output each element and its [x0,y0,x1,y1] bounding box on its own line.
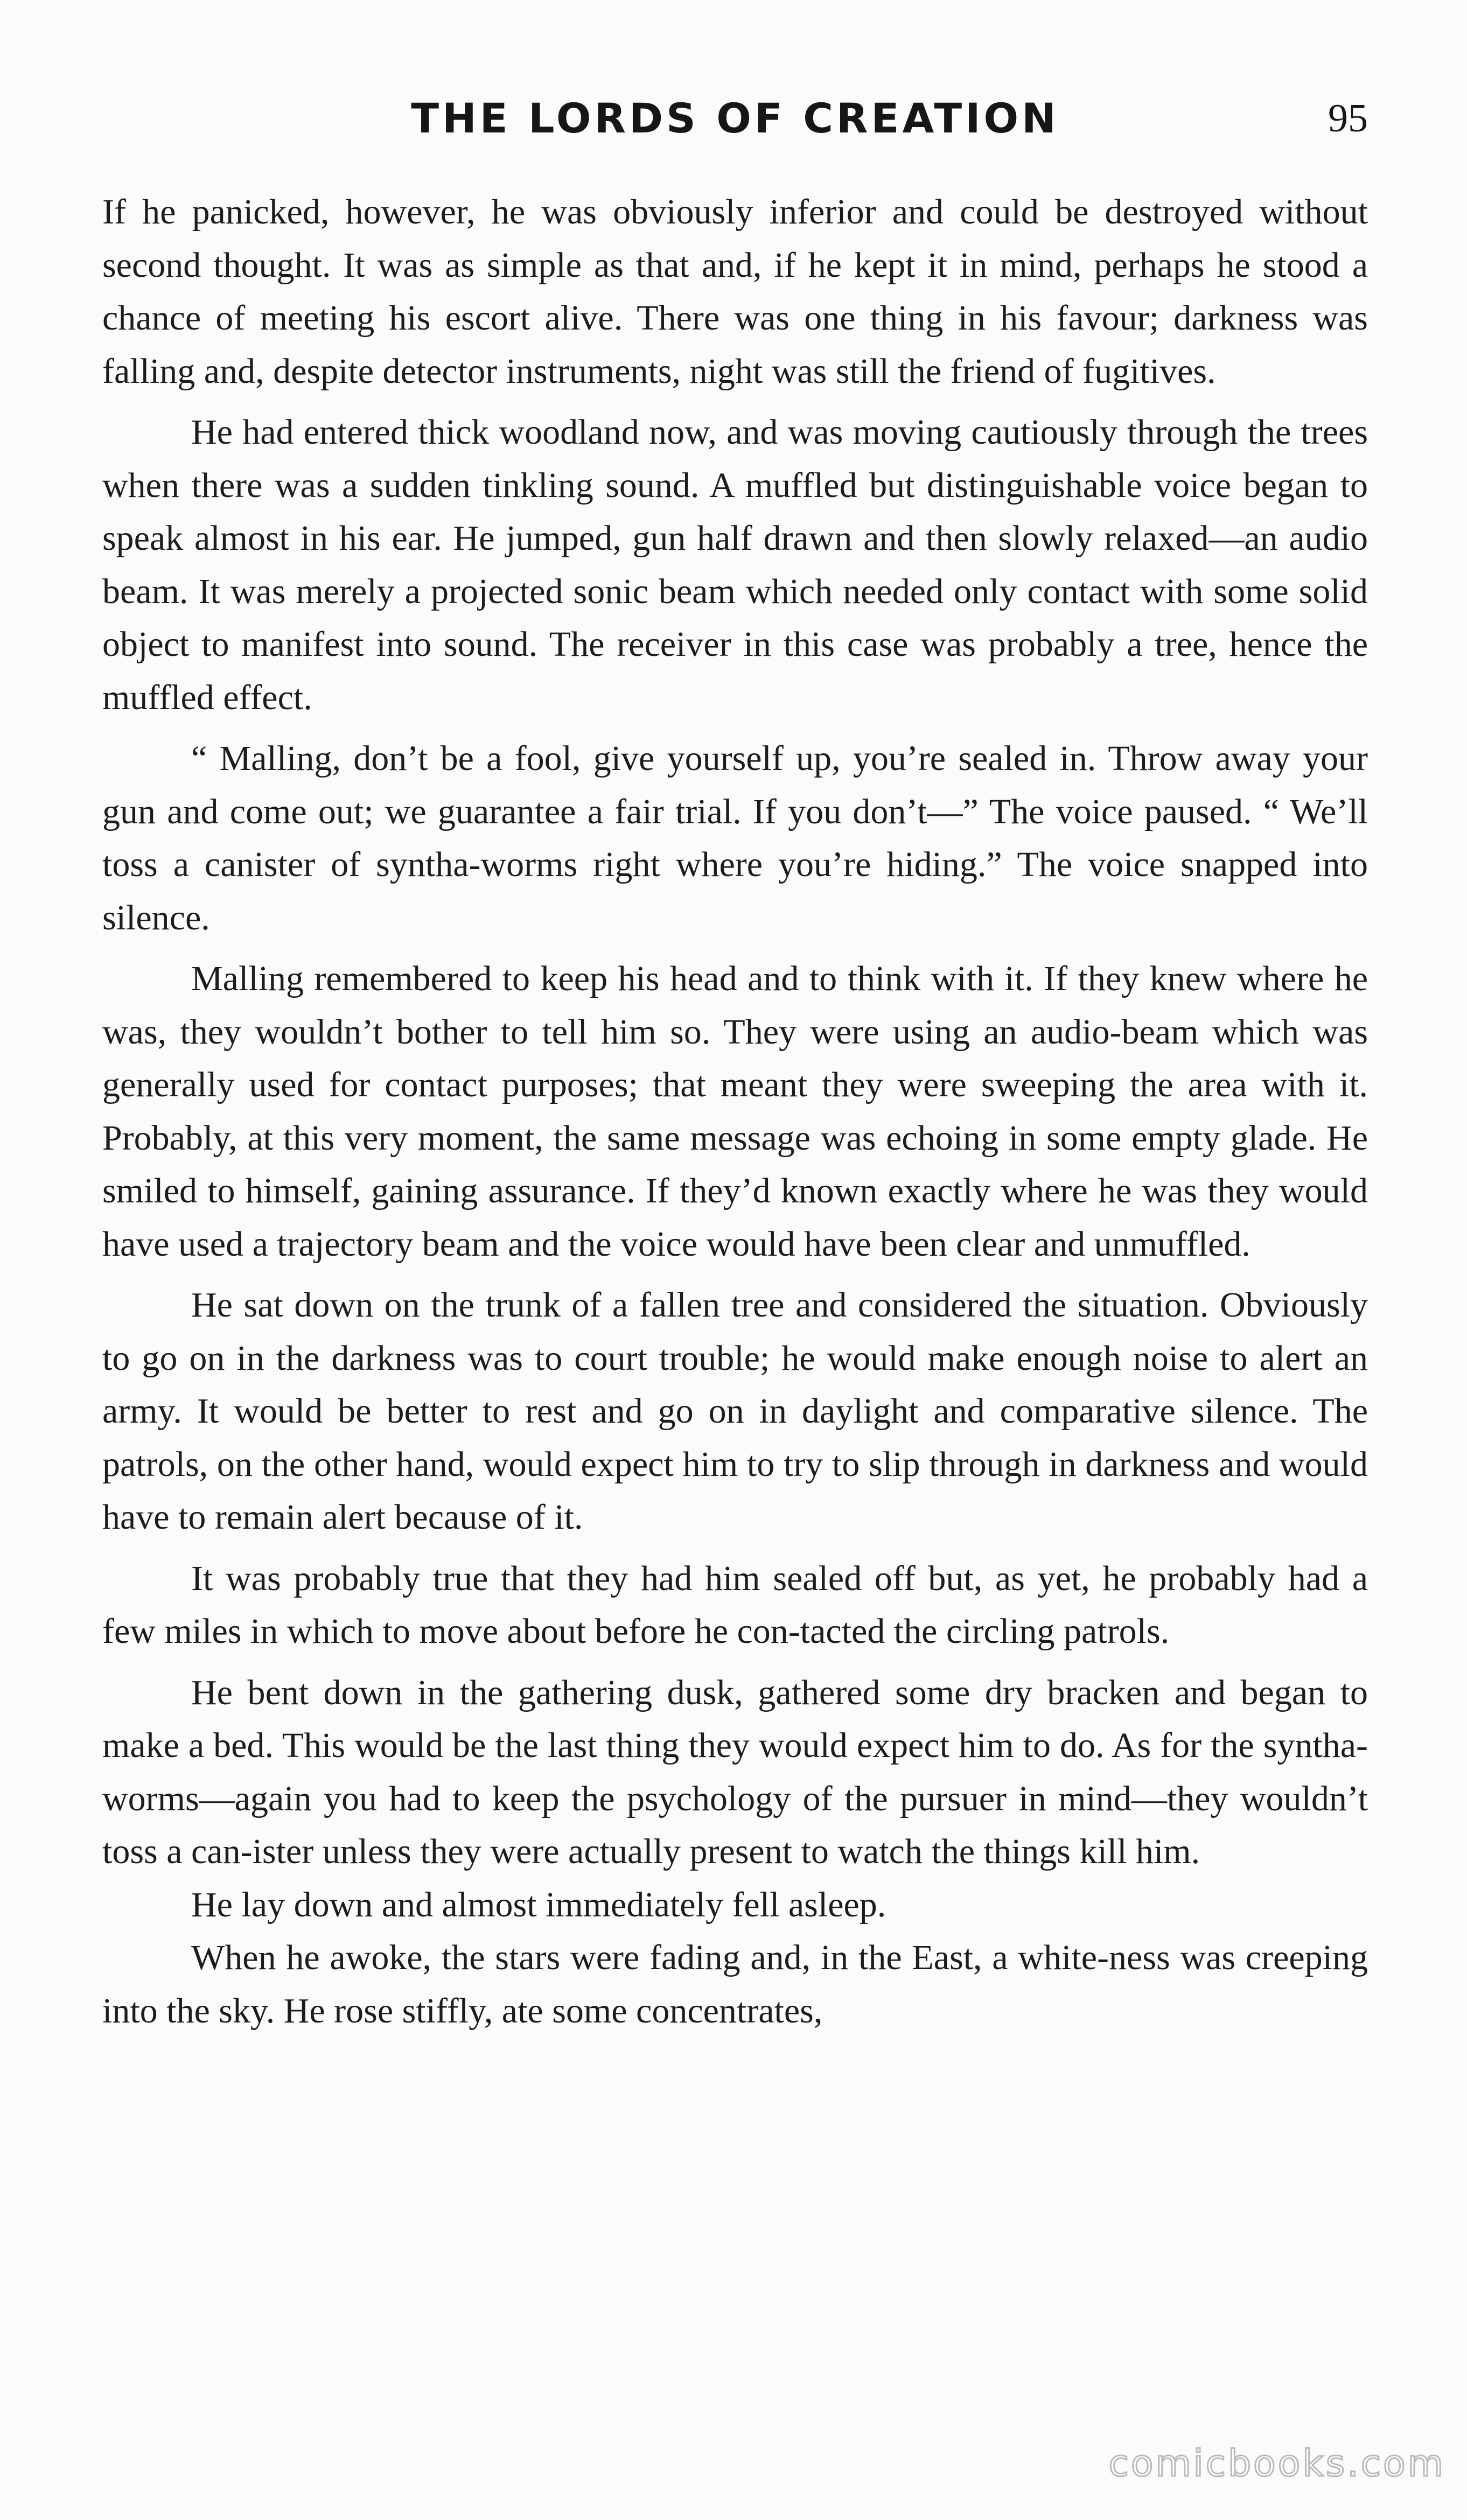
paragraph: He lay down and almost immediately fell asleep. [191,1885,886,1924]
paragraph: When he awoke, the stars were fading and, in the East, a white-ness was creeping into the sky. He rose stiffly, ate some concentrates, [102,1938,1368,2031]
page-number: 95 [1328,96,1368,141]
paragraph: He sat down on the trunk of a fallen tree and considered the situation. Obviously to go on in the darkness was to court trouble; he would make enough noise to alert an army. It would be better to rest and go on in daylight and comparative silence. The patrols, on the other hand, would expect him to try to slip through in darkness and would have to remain alert because of it. [102,1285,1368,1537]
paragraph: “ Malling, don’t be a fool, give yourself up, you’re sealed in. Throw away your gun and come out; we guarantee a fair trial. If you don’t—” The voice paused. “ We’ll toss a canister of syntha-worms right where you’re hiding.” The voice snapped into silence. [102,739,1368,937]
site-watermark: comicbooks.com [1108,2442,1445,2485]
paragraph: He bent down in the gathering dusk, gathered some dry bracken and began to make a bed. This would be the last thing they would expect him to do. As for the syntha-worms—again you had to keep the psychology of the pursuer in mind—they wouldn’t toss a can-ister unless they were actually present to watch the things kill him. [102,1672,1368,1871]
paragraph: Malling remembered to keep his head and to think with it. If they knew where he was, they wouldn’t bother to tell him so. They were using an audio-beam which was generally used for contact purposes; that meant they were sweeping the area with it. Probably, at this very moment, the same message was echoing in some empty glade. He smiled to himself, gaining assurance. If they’d known exactly where he was they would have used a trajectory beam and the voice would have been clear and unmuffled. [102,959,1368,1264]
paragraph: If he panicked, however, he was obviously inferior and could be destroyed without second thought. It was as simple as that and, if he kept it in mind, perhaps he stood a chance of meeting his escort alive. There was one thing in his favour; darkness was falling and, despite detector instruments, night was still the friend of fugitives. [102,192,1368,391]
paragraph: He had entered thick woodland now, and was moving cautiously through the trees when there was a sudden tinkling sound. A muffled but distinguishable voice began to speak almost in his ear. He jumped, gun half drawn and then slowly relaxed—an audio beam. It was merely a projected sonic beam which needed only contact with some solid object to manifest into sound. The receiver in this case was probably a tree, hence the muffled effect. [102,412,1368,717]
body-text [102,186,1368,2038]
running-title: THE LORDS OF CREATION [411,94,1059,142]
page-header [102,89,1368,148]
paragraph: It was probably true that they had him sealed off but, as yet, he probably had a few miles in which to move about before he con-tacted the circling patrols. [102,1558,1368,1651]
